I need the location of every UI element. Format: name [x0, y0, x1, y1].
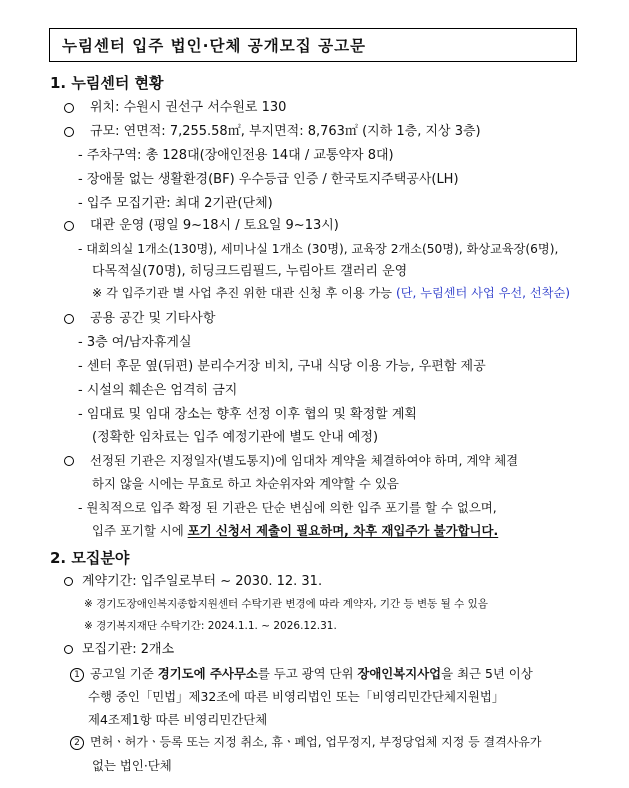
recruit-item-1: [70, 664, 533, 683]
item1-text: 를 두고 광역 단위: [257, 666, 358, 681]
section-1-heading: 1. 누림센터 현황: [50, 74, 164, 92]
rental-line: 다목적실(70명), 히딩크드림필드, 누림아트 갤러리 운영: [92, 264, 408, 279]
shared-sub: (정확한 임차료는 입주 예정기관에 별도 안내 예정): [92, 430, 379, 445]
item1-text: 공고일 기준: [90, 666, 158, 681]
contract-note: ※ 경기도장애인복지종합지원센터 수탁기관 변경에 따라 계약자, 기간 등 변동 될 수 있음: [84, 598, 488, 610]
rental-row: [64, 216, 339, 235]
shared-item: - 3층 여/남자휴게실: [78, 335, 192, 350]
shared-row: [64, 309, 215, 328]
scale-row: [64, 122, 481, 141]
contract-row: [64, 572, 322, 591]
circle-bullet-icon: [64, 127, 74, 137]
selected-line: 하지 않을 시에는 무효로 하고 차순위자와 계약할 수 있음: [92, 476, 399, 491]
rental-note-blue: (단, 누림센터 사업 우선, 선착순): [395, 286, 570, 300]
scale-item: - 장애물 없는 생활환경(BF) 우수등급 인증 / 한국토지주택공사(LH): [78, 172, 459, 187]
scale-item: - 주차구역: 총 128대(장애인전용 14대 / 교통약자 8대): [78, 148, 394, 163]
section-2-heading: 2. 모집분야: [50, 549, 130, 567]
shared-text: 공용 공간 및 기타사항: [90, 311, 216, 326]
item1-emphasis: 장애인복지사업: [357, 666, 442, 681]
recruit-row: [64, 640, 174, 659]
shared-item: - 임대료 및 임대 장소는 향후 선정 이후 협의 및 확정할 계획: [78, 407, 417, 422]
recruit-item-2-line: 없는 법인·단체: [92, 758, 172, 773]
circle-bullet-icon: [64, 103, 74, 113]
contract-text: 계약기간: 입주일로부터 ~ 2030. 12. 31.: [82, 574, 323, 589]
contract-note: ※ 경기복지재단 수탁기간: 2024.1.1. ~ 2026.12.31.: [84, 620, 337, 632]
circle-bullet-icon: [64, 314, 74, 324]
circle-bullet-icon: [64, 577, 73, 586]
scale-item: - 입주 모집기관: 최대 2기관(단체): [78, 196, 273, 211]
selected-sub-plain: 입주 포기할 시에: [92, 523, 188, 538]
scale-text: 규모: 연면적: 7,255.58㎡, 부지면적: 8,763㎡ (지하 1층, 지상 3층): [90, 124, 481, 139]
shared-item: - 시설의 훼손은 엄격히 금지: [78, 383, 238, 398]
circled-number-1: 1: [70, 668, 84, 682]
selected-text: 선정된 기관은 지정일자(별도통지)에 임대차 계약을 체결하여야 하며, 계약 체결: [90, 453, 519, 468]
item1-emphasis: 경기도에 주사무소: [157, 666, 258, 681]
selected-row: [64, 451, 518, 470]
location-text: 위치: 수원시 권선구 서수원로 130: [90, 100, 287, 115]
circle-bullet-icon: [64, 221, 74, 231]
recruit-item-1-line: 수행 중인「민법」제32조에 따른 비영리법인 또는「비영리민간단체지원법」: [88, 689, 505, 704]
selected-sub: - 원칙적으로 입주 확정 된 기관은 단순 변심에 의한 입주 포기를 할 수 없으며,: [78, 500, 497, 515]
item1-text: 을 최근 5년 이상: [441, 666, 533, 681]
recruit-item-2: [70, 733, 542, 752]
shared-item: - 센터 후문 옆(뒤편) 분리수거장 비치, 구내 식당 이용 가능, 우편함 제공: [78, 359, 486, 374]
rental-note-text: ※ 각 입주기관 별 사업 추진 위한 대관 신청 후 이용 가능: [92, 286, 393, 300]
rental-line: - 대회의실 1개소(130명), 세미나실 1개소 (30명), 교육장 2개소(50명), 화상교육장(6명),: [78, 242, 559, 256]
rental-text: 대관 운영 (평일 9~18시 / 토요일 9~13시): [90, 218, 339, 233]
location-row: [64, 98, 286, 117]
selected-sub-emphasis: 포기 신청서 제출이 필요하며, 차후 재입주가 불가합니다.: [187, 523, 499, 538]
circled-number-2: 2: [70, 736, 84, 750]
recruit-item-1-line: 제4조제1항 따른 비영리민간단체: [88, 712, 268, 727]
recruit-text: 모집기관: 2개소: [82, 642, 175, 657]
selected-sub: [92, 521, 498, 540]
circle-bullet-icon: [64, 456, 74, 466]
item2-text: 면허ㆍ허가ㆍ등록 또는 지정 취소, 휴ㆍ폐업, 업무정지, 부정당업체 지정 등 결격사유가: [90, 735, 542, 749]
page-title: 누림센터 입주 법인·단체 공개모집 공고문: [49, 28, 577, 62]
circle-bullet-icon: [64, 645, 73, 654]
rental-note: [92, 284, 570, 303]
